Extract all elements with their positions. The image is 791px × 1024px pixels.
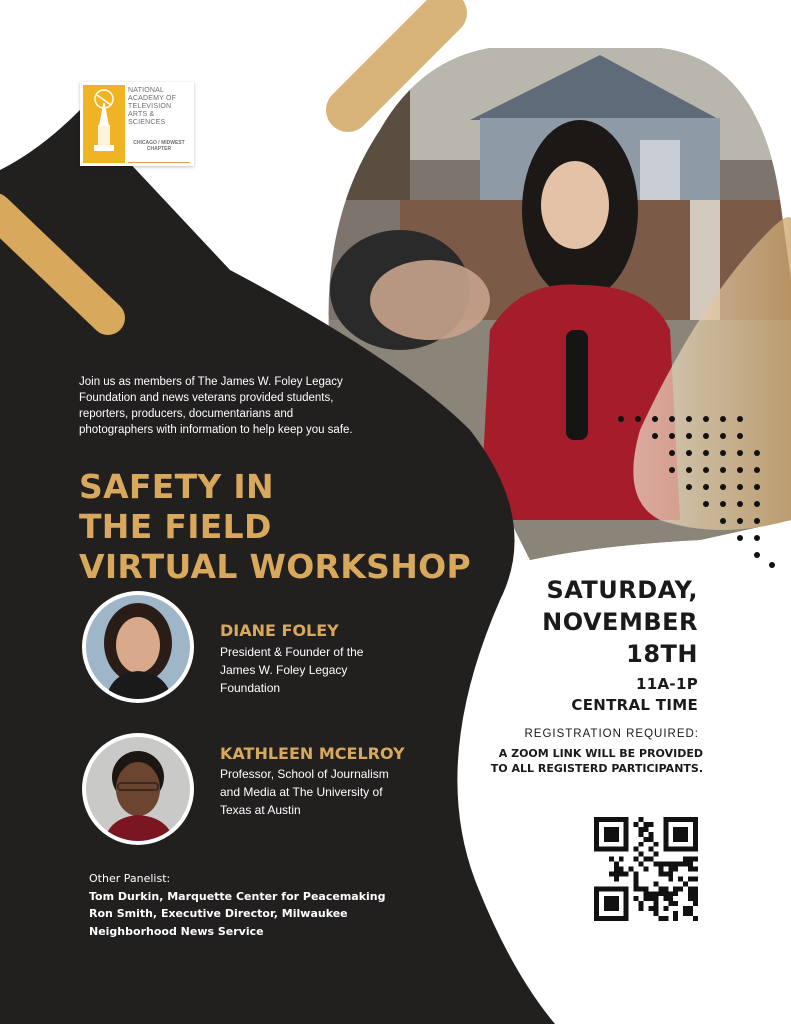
decorative-dot (754, 467, 760, 473)
decorative-dot (754, 518, 760, 524)
decorative-dot (686, 450, 692, 456)
decorative-dot (720, 518, 726, 524)
decorative-dot (737, 433, 743, 439)
date-line: NOVEMBER (542, 608, 698, 636)
title-line: THE FIELD (79, 507, 272, 546)
other-panelists (89, 870, 409, 940)
decorative-dot (769, 562, 775, 568)
decorative-dot (703, 416, 709, 422)
decorative-dot (703, 467, 709, 473)
intro-text: Join us as members of The James W. Foley Legacy Foundation and news veterans provided students, reporters, producers, documentarians and photographers with information to help keep you safe. (79, 376, 353, 436)
decorative-dot (754, 501, 760, 507)
decorative-dot (737, 501, 743, 507)
academy-logo (80, 82, 194, 166)
decorative-dot (669, 416, 675, 422)
panelist-line: Ron Smith, Executive Director, Milwaukee Neighborhood News Service (89, 907, 348, 938)
date-line: SATURDAY, (546, 576, 698, 604)
decorative-dot (618, 416, 624, 422)
decorative-dot (652, 416, 658, 422)
qr-code-icon[interactable] (594, 817, 698, 921)
decorative-dot (720, 450, 726, 456)
decorative-dot (669, 433, 675, 439)
event-date-time (480, 574, 698, 716)
workshop-title (79, 467, 479, 587)
registration-note: A ZOOM LINK WILL BE PROVIDED TO ALL REGISTERD PARTICIPANTS. (490, 747, 703, 775)
title-line: SAFETY IN (79, 467, 274, 506)
decorative-dot (737, 484, 743, 490)
decorative-dot (754, 484, 760, 490)
decorative-dot (737, 450, 743, 456)
decorative-dot (703, 450, 709, 456)
decorative-dot (737, 416, 743, 422)
speaker-name: DIANE FOLEY (220, 621, 339, 640)
speaker-photo-diane-foley (82, 591, 194, 703)
registration-label: REGISTRATION REQUIRED: (524, 728, 699, 740)
other-panelists-heading: Other Panelist: (89, 872, 171, 885)
logo-org-name: NATIONAL ACADEMY OF TELEVISION ARTS & SCIENCES (128, 87, 177, 126)
decorative-dot (737, 467, 743, 473)
decorative-dot (720, 484, 726, 490)
decorative-dot (703, 484, 709, 490)
speaker-role: President & Founder of the James W. Foley Legacy Foundation (220, 645, 364, 695)
decorative-dot (720, 467, 726, 473)
decorative-dot (669, 450, 675, 456)
decorative-dot (686, 484, 692, 490)
decorative-dot (754, 552, 760, 558)
decorative-dot (720, 416, 726, 422)
logo-divider (128, 162, 190, 163)
speaker-photo-kathleen-mcelroy (82, 733, 194, 845)
decorative-dot (720, 501, 726, 507)
decorative-dot (652, 433, 658, 439)
decorative-dot (754, 450, 760, 456)
decorative-dot (703, 433, 709, 439)
date-line: 18TH (626, 640, 698, 668)
decorative-dot (686, 433, 692, 439)
logo-chapter: CHICAGO / MIDWEST CHAPTER (133, 140, 185, 152)
emmy-statuette-icon (83, 85, 125, 163)
decorative-dot (669, 467, 675, 473)
decorative-dot (754, 535, 760, 541)
title-line: VIRTUAL WORKSHOP (79, 547, 471, 586)
decorative-dot (686, 416, 692, 422)
decorative-dot (703, 501, 709, 507)
avatar (86, 737, 190, 841)
decorative-dot (737, 518, 743, 524)
avatar (86, 595, 190, 699)
decorative-dot (635, 416, 641, 422)
speaker-name: KATHLEEN MCELROY (220, 744, 405, 763)
time-line: 11A-1P (636, 675, 698, 693)
decorative-dot (686, 467, 692, 473)
panelist-line: Tom Durkin, Marquette Center for Peacemaking (89, 889, 386, 903)
decorative-dot (720, 433, 726, 439)
decorative-dot (737, 535, 743, 541)
time-line: CENTRAL TIME (571, 696, 698, 714)
speaker-role: Professor, School of Journalism and Media at The University of Texas at Austin (220, 767, 389, 817)
